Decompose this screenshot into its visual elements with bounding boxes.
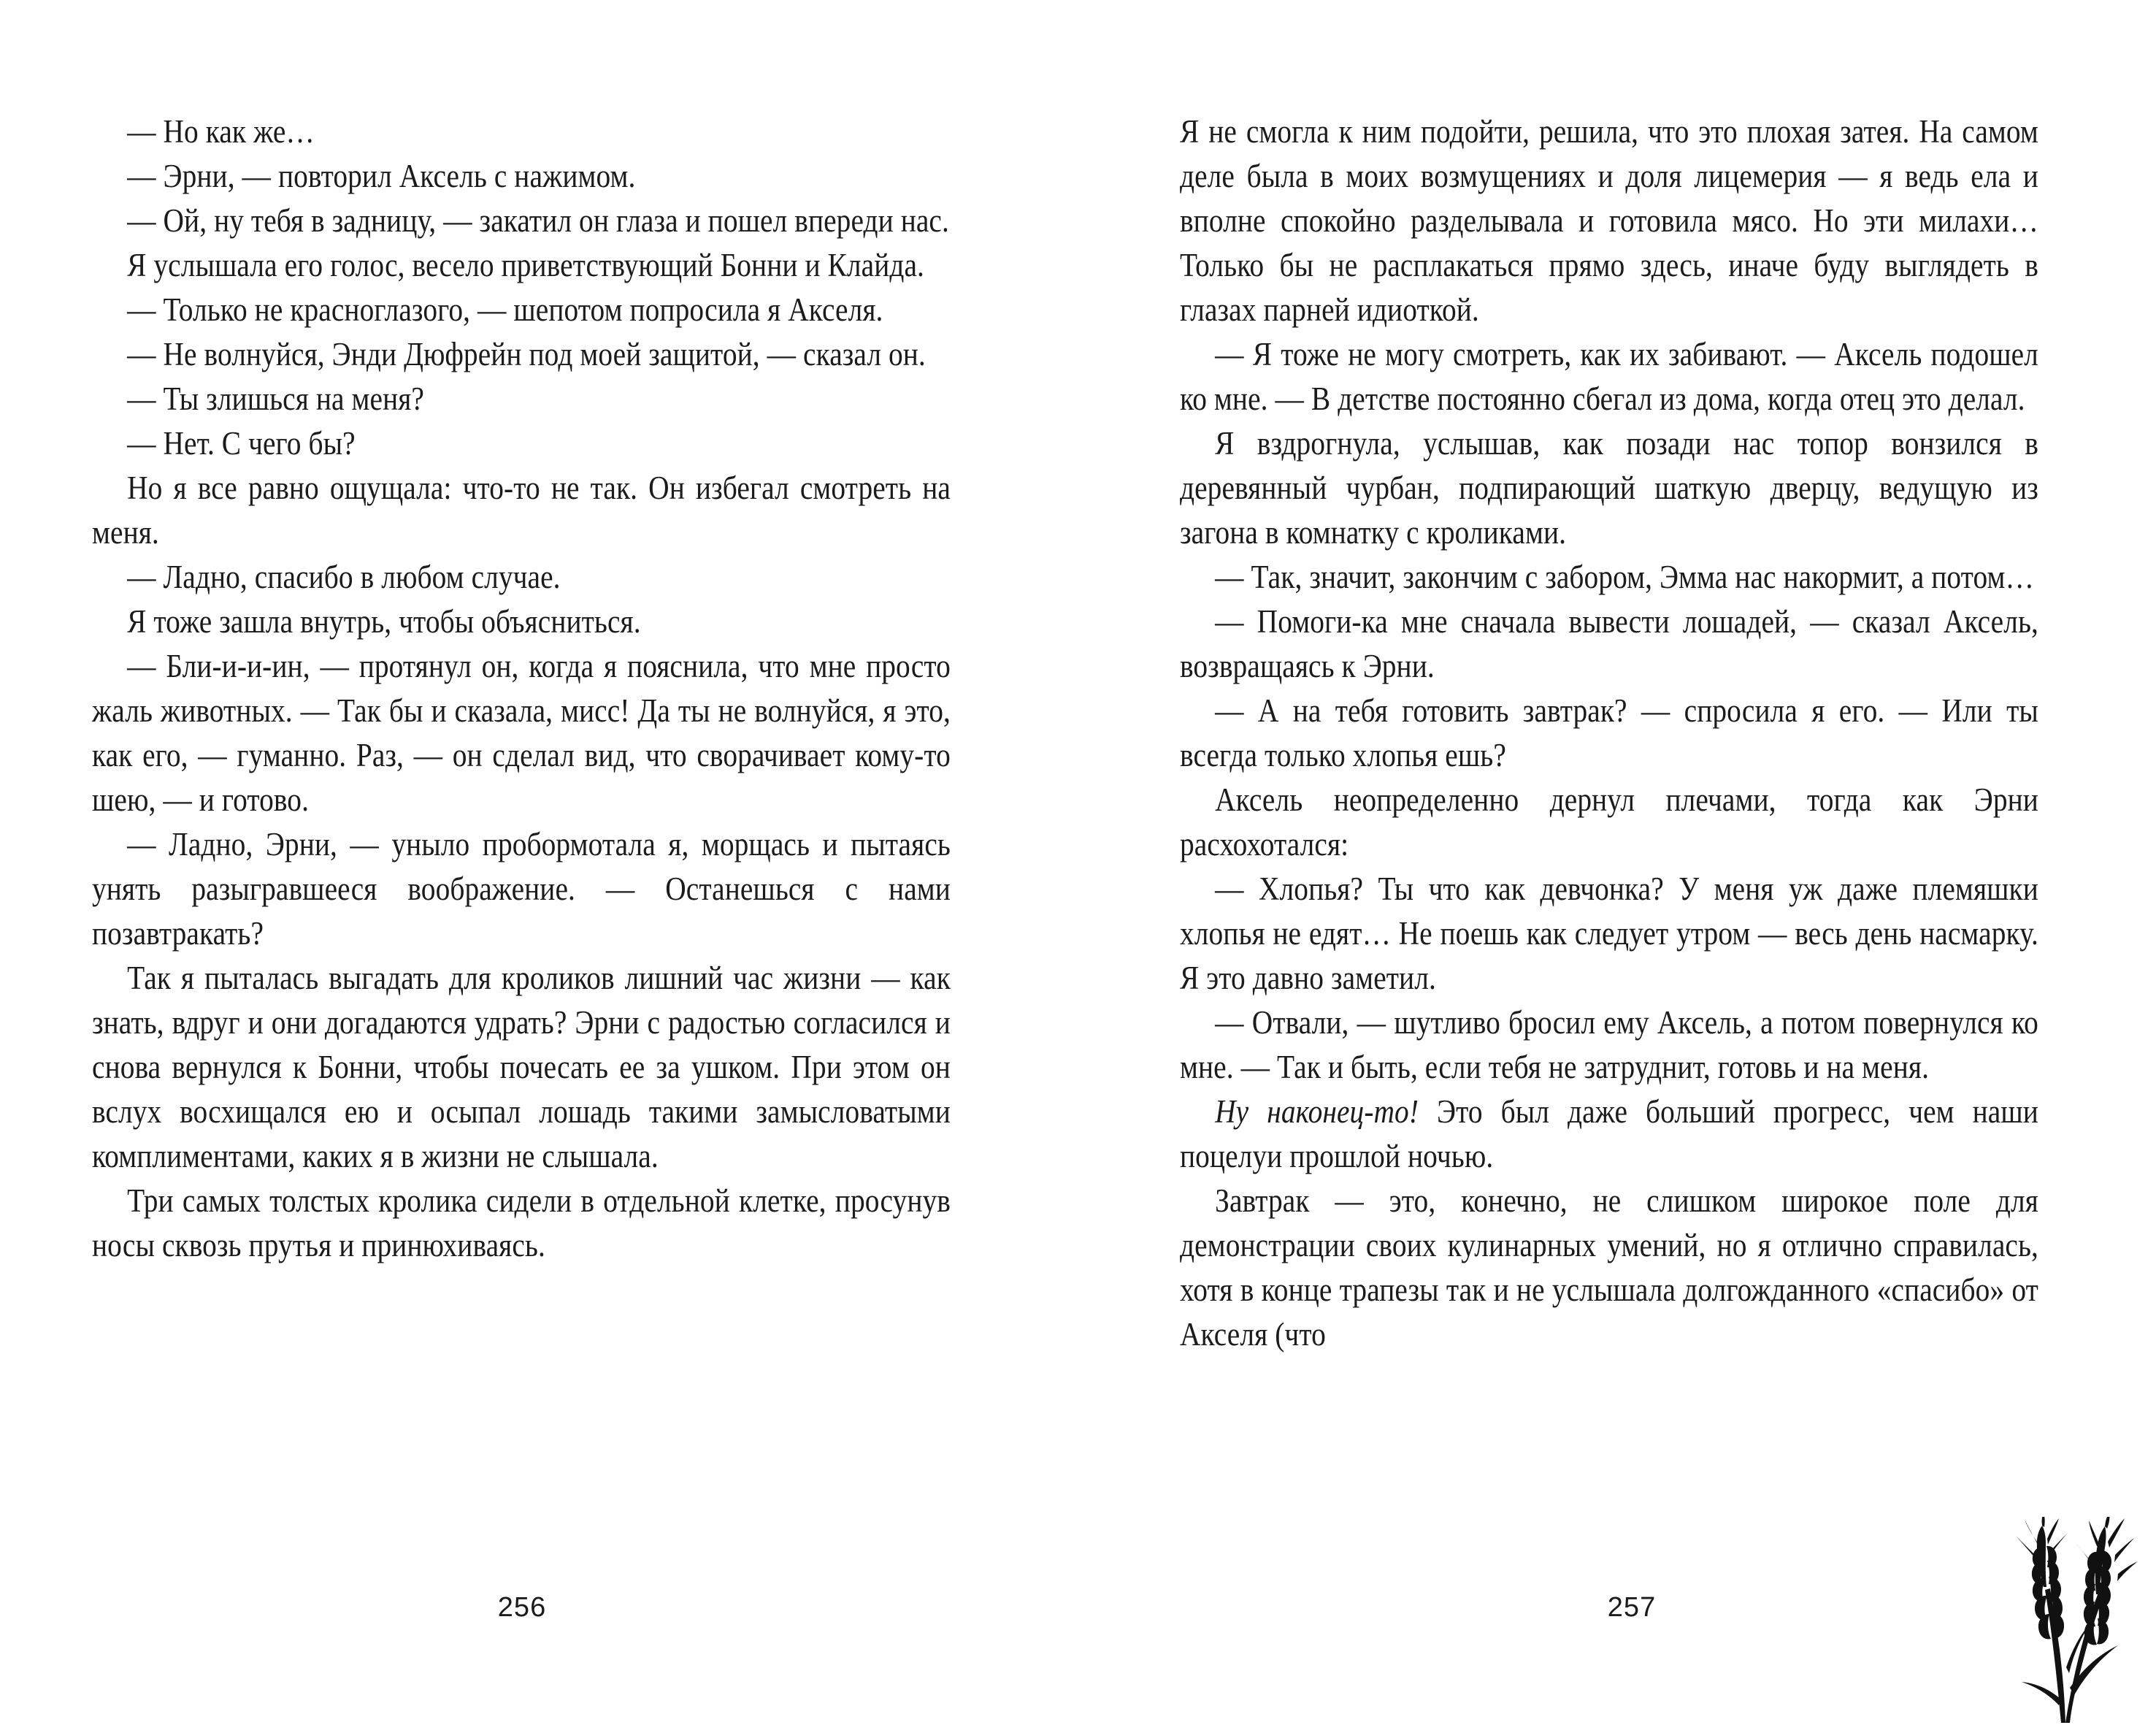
paragraph: Я услышала его голос, весело приветствующий Бонни и Клайда. — [127, 247, 924, 283]
paragraph: Так я пыталась выгадать для кроликов лишний час жизни — как знать, вдруг и они догадаются удрать? Эрни с радостью согласился и снова вернулся к Бонни, чтобы почесать ее за ушком. При этом он вслух восхищался ею и осыпал лошадь такими замысловатыми комплиментами, каких я в жизни не слышала. — [92, 960, 951, 1174]
paragraph: — Так, значит, закончим с забором, Эмма нас накормит, а потом… — [1215, 559, 2034, 595]
paragraph: — Отвали, — шутливо бросил ему Аксель, а потом повернулся ко мне. — Так и быть, если тебя не затруднит, готовь и на меня. — [1180, 1004, 2038, 1085]
paragraph: — Но как же… — [127, 113, 315, 150]
paragraph: Я вздрогнула, услышав, как позади нас топор вонзился в деревянный чурбан, подпирающий шаткую дверцу, ведущую из загона в комнатку с кроликами. — [1180, 425, 2038, 551]
paragraph: — Помоги-ка мне сначала вывести лошадей, — сказал Аксель, возвращаясь к Эрни. — [1180, 603, 2038, 684]
page-number-left: 256 — [497, 1592, 547, 1623]
paragraph: — Хлопья? Ты что как девчонка? У меня уж даже племяшки хлопья не едят… Не поешь как следует утром — весь день насмарку. Я это давно заметил. — [1180, 871, 2038, 996]
page-number-right: 257 — [1607, 1592, 1657, 1623]
paragraph: — Ой, ну тебя в задницу, — закатил он глаза и пошел впереди нас. — [127, 202, 949, 239]
paragraph-rest: Это был даже больший прогресс, чем наши поцелуи прошлой ночью. — [1180, 1093, 2038, 1174]
paragraph: Аксель неопределенно дернул плечами, тогда как Эрни расхохотался: — [1180, 781, 2038, 862]
right-page-text-column — [1180, 110, 2038, 1357]
left-page-body-text — [92, 110, 951, 1268]
paragraph: — Ладно, спасибо в любом случае. — [127, 559, 561, 595]
paragraph: — Ты злишься на меня? — [127, 380, 424, 417]
paragraph: — Только не красноглазого, — шепотом попросила я Акселя. — [127, 291, 883, 328]
right-page-body-text — [1180, 110, 2038, 1357]
italic-emphasis: Ну наконец-то! — [1215, 1093, 1419, 1130]
left-page-text-column — [92, 110, 951, 1268]
paragraph: Я тоже зашла внутрь, чтобы объясниться. — [127, 603, 641, 640]
paragraph-with-italic-lead — [1180, 1090, 2038, 1179]
paragraph: — Бли-и-и-ин, — протянул он, когда я пояснила, что мне просто жаль животных. — Так бы и сказала, мисс! Да ты не волнуйся, я это, как его, — гуманно. Раз, — он сделал вид, что сворачивает кому-то шею, — и готово. — [92, 648, 951, 818]
paragraph: — Я тоже не могу смотреть, как их забивают. — Аксель подошел ко мне. — В детстве постоянно сбегал из дома, когда отец это делал. — [1180, 336, 2038, 417]
paragraph: Завтрак — это, конечно, не слишком широкое поле для демонстрации своих кулинарных умений, но я отлично справилась, хотя в конце трапезы так и не услышала долгожданного «спасибо» от Акселя (что — [1180, 1182, 2038, 1353]
paragraph: — А на тебя готовить завтрак? — спросила я его. — Или ты всегда только хлопья ешь? — [1180, 692, 2038, 773]
paragraph: Три самых толстых кролика сидели в отдельной клетке, просунув носы сквозь прутья и принюхиваясь. — [92, 1182, 951, 1263]
paragraph: — Не волнуйся, Энди Дюфрейн под моей защитой, — сказал он. — [127, 336, 926, 372]
paragraph: — Ладно, Эрни, — уныло пробормотала я, морщась и пытаясь унять разыгравшееся воображение. — Останешься с нами позавтракать? — [92, 826, 951, 952]
paragraph: — Нет. С чего бы? — [127, 425, 356, 462]
paragraph: — Эрни, — повторил Аксель с нажимом. — [127, 158, 636, 194]
paragraph: Но я все равно ощущала: что-то не так. Он избегал смотреть на меня. — [92, 470, 951, 551]
paragraph: Я не смогла к ним подойти, решила, что это плохая затея. На самом деле была в моих возмущениях и доля лицемерия — я ведь ела и вполне спокойно разделывала и готовила мясо. Но эти милахи… Только бы не расплакаться прямо здесь, иначе буду выглядеть в глазах парней идиоткой. — [1180, 113, 2038, 328]
